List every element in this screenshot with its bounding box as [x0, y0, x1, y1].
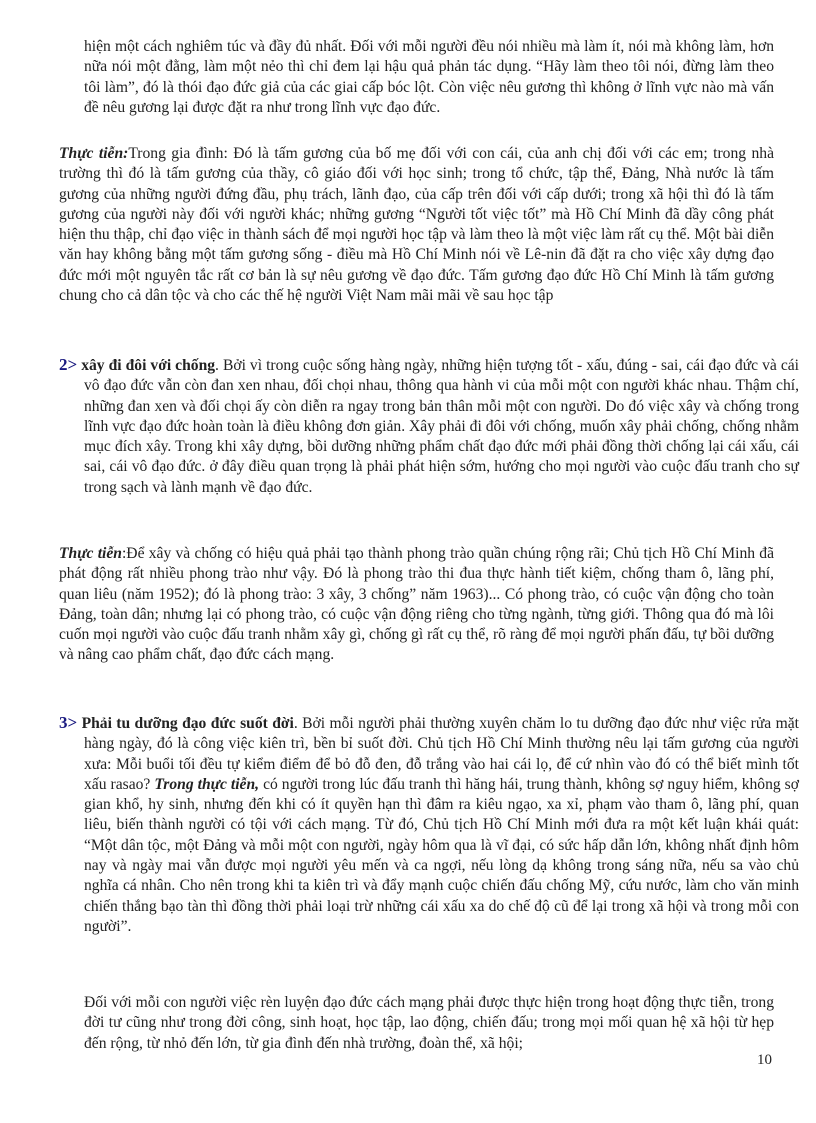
paragraph-bottom: [84, 993, 774, 1054]
section-heading: Phải tu dưỡng đạo đức suốt đời: [81, 715, 294, 732]
practice-paragraph-2: [59, 544, 774, 666]
section-text: . Bởi vì trong cuộc sống hàng ngày, những hiện tượng tốt - xấu, đúng - sai, cái đạo đức và cái vô đạo đức vẫn còn đan xen nhau, đối chọi nhau, thông qua hành vi của mỗi một con người khác nhau. Thậm chí, những đan xen và đối chọi ấy còn diễn ra ngay trong bản thân mỗi một con người. Do đó việc xây và chống trong lĩnh vực đạo đức hoàn toàn là điều không đơn giản. Xây phải đi đôi với chống, muốn xây phải chống, chống nhằm mục đích xây. Trong khi xây dựng, bồi dưỡng những phẩm chất đạo đức mới phải đồng thời chống lại cái xấu, cái sai, cái vô đạo đức. ở đây điều quan trọng là phải phát hiện sớm, hướng cho mọi người vào cuộc đấu tranh cho sự trong sạch và lành mạnh về đạo đức.: [84, 357, 799, 496]
section-number: 2>: [59, 355, 78, 374]
practice-label: Thực tiễn:: [59, 145, 129, 162]
practice-label: Thực tiễn: [59, 545, 122, 562]
section-2: [59, 355, 799, 498]
paragraph-bottom-text: Đối với mỗi con người việc rèn luyện đạo đức cách mạng phải được thực hiện trong hoạt động thực tiễn, trong đời tư cũng như trong đời công, sinh hoạt, học tập, lao động, chiến đấu; trong mọi mối quan hệ xã hội từ hẹp đến rộng, từ nhỏ đến lớn, từ gia đình đến nhà trường, đoàn thể, xã hội;: [84, 994, 774, 1052]
paragraph-top: [84, 37, 774, 118]
practice-text: Trong gia đình: Đó là tấm gương của bố mẹ đối với con cái, của anh chị đối với các em; trong nhà trường thì đó là tấm gương của thầy, cô giáo đối với học sinh; trong tổ chức, tập thể, Đảng, Nhà nước là tấm gương của những người đứng đầu, phụ trách, lãnh đạo, của cấp trên đối với cấp dưới; trong xã hội thì đó là tấm gương của người này đối với người khác; những gương “Người tốt việc tốt” mà Hồ Chí Minh đã dầy công phát hiện thu thập, chỉ đạo việc in thành sách để mọi người học tập và làm theo là một việc làm rất cụ thể. Một bài diễn văn hay không bằng một tấm gương sống - điều mà Hồ Chí Minh nói về Lê-nin đã đặt ra cho việc xây dựng đạo đức mới một nguyên tắc rất cơ bản là sự nêu gương về đạo đức. Tấm gương đạo đức Hồ Chí Minh là tấm gương chung cho cả dân tộc và cho các thế hệ người Việt Nam mãi mãi về sau học tập: [59, 145, 774, 305]
practice-label: Trong thực tiễn,: [154, 775, 260, 793]
section-number: 3>: [59, 713, 78, 732]
practice-paragraph-1: [59, 144, 774, 306]
practice-text: :Để xây và chống có hiệu quả phải tạo thành phong trào quần chúng rộng rãi; Chủ tịch Hồ Chí Minh đã phát động rất nhiều phong trào như vậy. Đó là phong trào thi đua thực hành tiết kiệm, chống tham ô, lãng phí, quan liêu (năm 1952); đó là phong trào: 3 xây, 3 chống” năm 1963)... Có phong trào, có cuộc vận động cho toàn Đảng, toàn dân; nhưng lại có phong trào, có cuộc vận động riêng cho từng ngành, từng giới. Thông qua đó mà lôi cuốn mọi người vào cuộc đấu tranh nhằm xây gì, chống gì rất cụ thể, rõ ràng để mọi người phấn đấu, tự bồi dưỡng và nâng cao phẩm chất, đạo đức cách mạng.: [59, 545, 774, 664]
paragraph-top-text: hiện một cách nghiêm túc và đầy đủ nhất. Đối với mỗi người đều nói nhiều mà làm ít, nói mà không làm, hơn nữa nói một đằng, làm một nẻo thì chỉ đem lại hậu quả phản tác dụng. “Hãy làm theo tôi nói, đừng làm theo tôi làm”, đó là thói đạo đức giả của các giai cấp bóc lột. Còn việc nêu gương thì không ở lĩnh vực nào mà vấn đề nêu gương lại được đặt ra như trong lĩnh vực đạo đức.: [84, 38, 774, 116]
page-number: 10: [757, 1052, 772, 1068]
section-heading: xây đi đôi với chống: [81, 357, 216, 374]
section-text-a: . Bởi mỗi người phải thường xuyên chăm lo tu dưỡng đạo đức như việc rửa mặt hàng ngày, đó là công việc kiên trì, bền bỉ suốt đời. Chủ tịch Hồ Chí Minh thường nêu lại tấm gương của người xưa: Mỗi buổi tối đều tự kiểm điểm để bỏ đỗ đen, đỗ trắng vào hai cái lọ, để cứ nhìn vào đó có thể biết mình tốt xấu rasao?: [84, 715, 799, 793]
section-text-b: có người trong lúc đấu tranh thì hăng hái, trung thành, không sợ nguy hiểm, không sợ gian khổ, hy sinh, nhưng đến khi có ít quyền hạn thì đâm ra kiêu ngạo, xa xỉ, phạm vào tham ô, lãng phí, quan liêu, biến thành người có tội với cách mạng. Từ đó, Chủ tịch Hồ Chí Minh mới đưa ra một kết luận khái quát: “Một dân tộc, một Đảng và mỗi một con người, ngày hôm qua là vĩ đại, có sức hấp dẫn lớn, không nhất định hôm nay và ngày mai vẫn được mọi người yêu mến và ca ngợi, nếu lòng dạ không trong sáng nữa, nếu sa vào chủ nghĩa cá nhân. Cho nên trong khi ta kiên trì và đẩy mạnh cuộc chiến đấu chống Mỹ, cứu nước, làm cho văn minh chiến thắng bạo tàn thì đồng thời phải loại trừ những cái xấu xa do chế độ cũ để lại trong xã hội và trong mỗi con người”.: [84, 775, 799, 935]
section-3: [59, 713, 799, 937]
